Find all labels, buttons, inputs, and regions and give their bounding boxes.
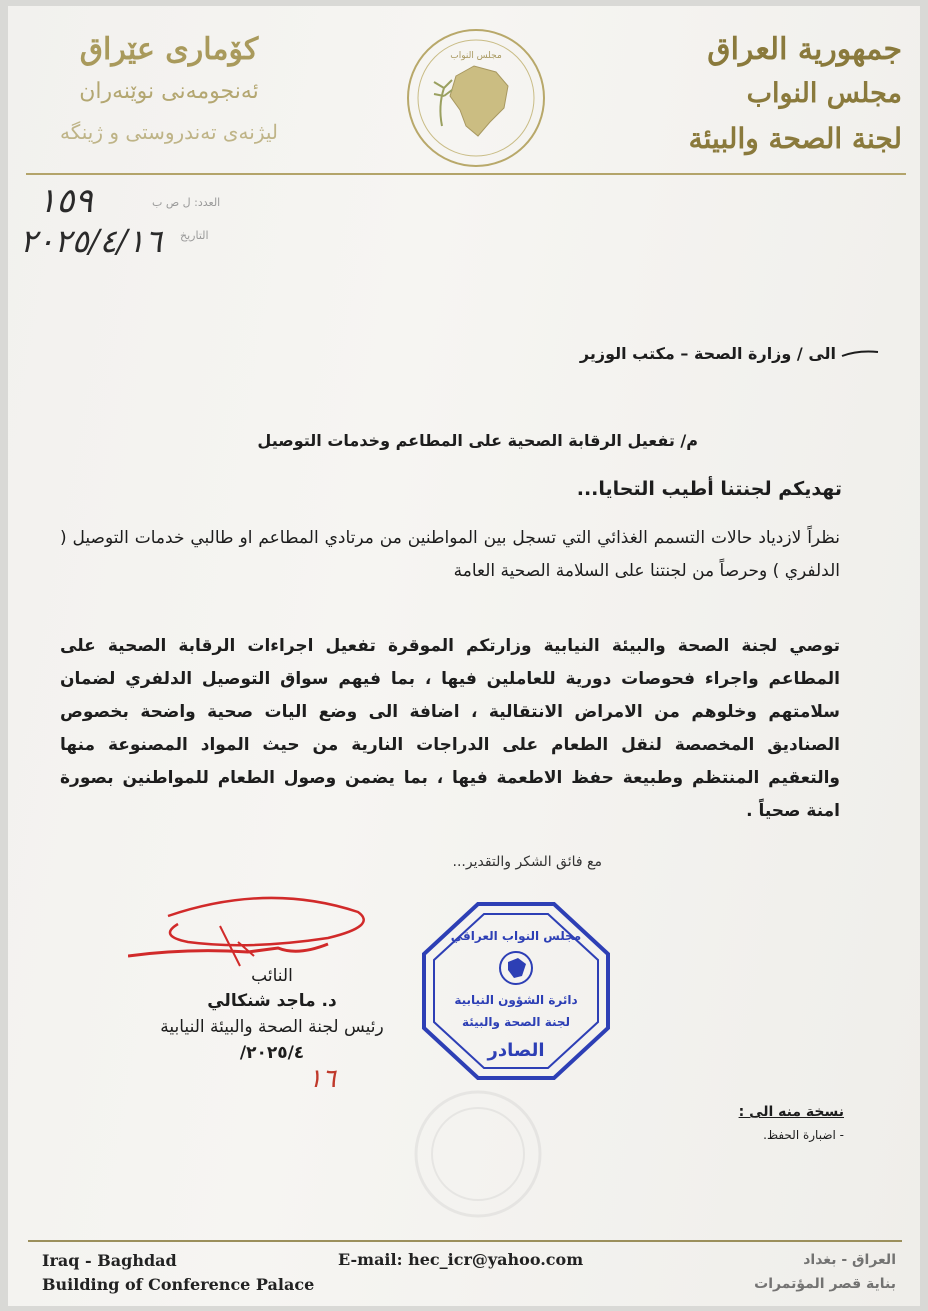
header-kurdish-country: كۆماری عێراق xyxy=(79,32,259,67)
letter-page xyxy=(8,6,920,1306)
copy-to-heading: نسخة منه الى : xyxy=(738,1104,844,1120)
copy-to-item: - اضبارة الحفظ. xyxy=(763,1128,844,1142)
stamp-line-3: لجنة الصحة والبيئة xyxy=(461,1015,571,1029)
stamp-line-2: دائرة الشؤون النيابية xyxy=(454,993,578,1007)
emblem-text: مجلس النواب xyxy=(450,51,502,61)
signatory-title: النائب xyxy=(251,966,293,986)
footer-address-arabic xyxy=(754,1248,896,1296)
header-arabic xyxy=(652,28,902,162)
parliament-emblem xyxy=(404,26,548,170)
header-kurdish xyxy=(44,28,294,152)
addressee-dash-mark xyxy=(840,346,880,360)
footer-address-english xyxy=(42,1249,314,1297)
signatory-role: رئيس لجنة الصحة والبيئة النيابية xyxy=(160,1017,384,1037)
addressee: الى / وزارة الصحة – مكتب الوزير xyxy=(579,344,836,363)
header-kurdish-committee: لیژنەی تەندروستی و ژینگە xyxy=(60,120,278,144)
paragraph-intro: نظراً لازدياد حالات التسمم الغذائي التي تسجل بين المواطنين من مرتادي المطاعم او طالبي خدمات التوصيل ( الدلفري ) وحرصاً من لجنتنا على السلامة الصحية العامة xyxy=(60,528,840,581)
footer-building: Building of Conference Palace xyxy=(42,1275,315,1294)
header-country: جمهورية العراق xyxy=(707,32,902,67)
footer-divider xyxy=(28,1240,902,1242)
signatory-date: ٢٠٢٥/٤/ xyxy=(239,1043,305,1063)
header-kurdish-council: ئەنجومەنی نوێنەران xyxy=(79,79,259,104)
signatory-name: د. ماجد شنكالي xyxy=(207,991,337,1011)
subject-line: م/ تفعيل الرقابة الصحية على المطاعم وخدمات التوصيل xyxy=(257,431,698,450)
official-stamp xyxy=(418,898,614,1084)
watermark-seal xyxy=(410,1086,546,1222)
footer-building-arabic: بناية قصر المؤتمرات xyxy=(754,1276,896,1292)
footer-email: E-mail: hec_icr@yahoo.com xyxy=(338,1250,584,1269)
reference-number: ١٥٩ xyxy=(38,181,93,221)
closing-line: مع فائق الشكر والتقدير... xyxy=(452,854,602,870)
header-committee: لجنة الصحة والبيئة xyxy=(688,122,902,155)
header-council: مجلس النواب xyxy=(746,78,902,109)
greeting: تهديكم لجنتنا أطيب التحايا... xyxy=(576,478,842,500)
reference-number-label: العدد: ل ص ب xyxy=(152,196,221,209)
paragraph-recommendation: توصي لجنة الصحة والبيئة النيابية وزارتكم الموقرة تفعيل اجراءات الرقابة الصحية على المطاعم واجراء فحوصات دورية للعاملين فيها ، بما فيهم سواق التوصيل الدلفري لضمان سلامتهم وخلوهم من الامراض الانتقالية ، اضافة الى وضع اليات صحية واضحة بخصوص الصناديق المخصصة لنقل الطعام على الدراجات النارية من حيث المواد المصنوعة منها والتعقيم المنتظم وطبيعة حفظ الاطعمة فيها ، بما يضمن وصول الطعام للمواطنين بصورة امنة صحياً . xyxy=(60,636,840,821)
footer-city: Iraq - Baghdad xyxy=(42,1251,177,1270)
stamp-line-1: مجلس النواب العراقي xyxy=(450,929,582,943)
signatory-date-handwritten: ١٦ xyxy=(308,1064,336,1094)
reference-date: ٢٠٢٥/٤/١٦ xyxy=(20,222,162,260)
reference-date-label: التاريخ xyxy=(180,229,209,242)
footer-city-arabic: العراق - بغداد xyxy=(803,1252,896,1268)
header-divider xyxy=(26,173,906,175)
signatory-block xyxy=(122,964,422,1066)
stamp-line-4: الصادر xyxy=(487,1040,545,1061)
